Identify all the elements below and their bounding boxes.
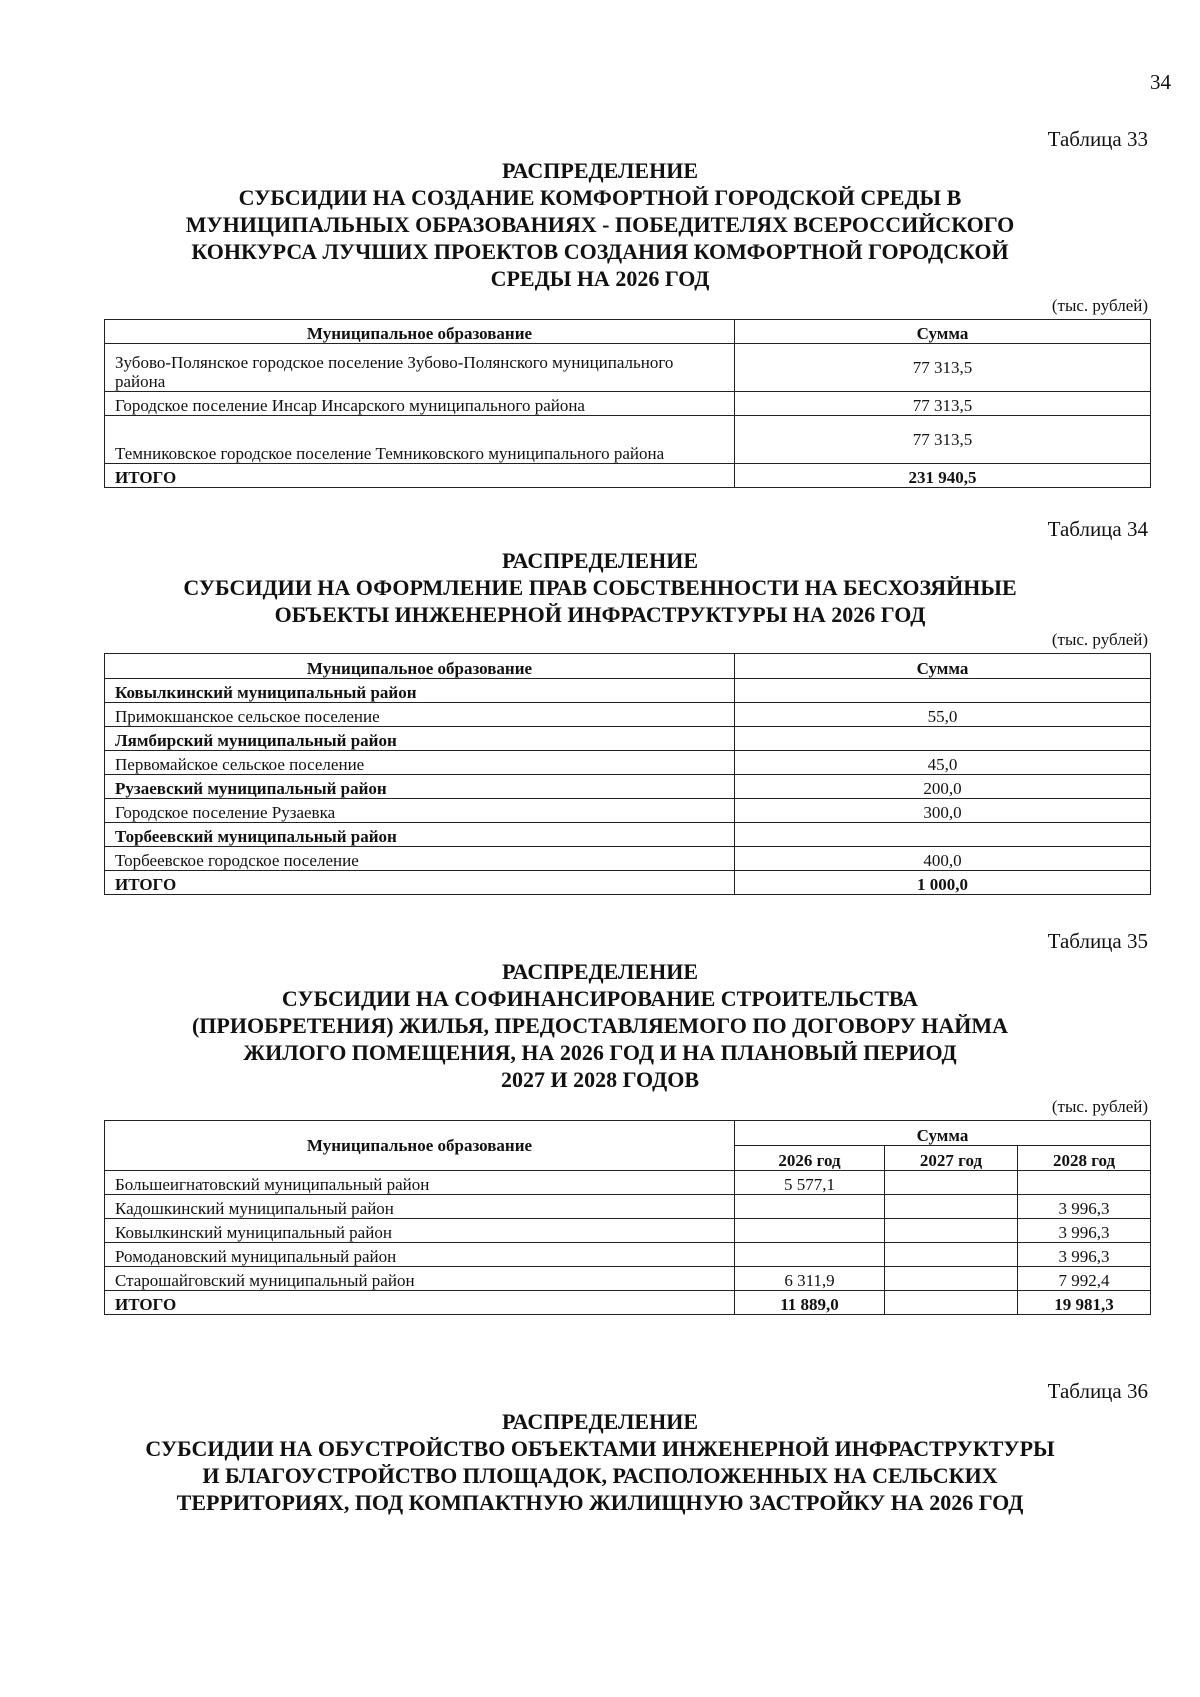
units-label: (тыс. рублей)	[1051, 296, 1148, 315]
column-header-2028: 2028 год	[1018, 1146, 1151, 1171]
title-line: СУБСИДИИ НА ОФОРМЛЕНИЕ ПРАВ СОБСТВЕННОСТИ НА БЕСХОЗЯЙНЫЕ	[183, 575, 1017, 600]
units-label: (тыс. рублей)	[1051, 630, 1148, 649]
table-row	[105, 775, 1151, 799]
column-header-sum: Сумма	[735, 320, 1151, 344]
title-line: И БЛАГОУСТРОЙСТВО ПЛОЩАДОК, РАСПОЛОЖЕННЫХ НА СЕЛЬСКИХ	[202, 1463, 998, 1488]
row-value-2026	[735, 1195, 885, 1219]
row-value-2026: 5 577,1	[735, 1171, 885, 1195]
row-value: 77 313,5	[735, 416, 1151, 464]
row-name: Лямбирский муниципальный район	[105, 727, 735, 751]
title-line: РАСПРЕДЕЛЕНИЕ	[501, 158, 698, 183]
column-header-name: Муниципальное образование	[105, 1121, 735, 1171]
row-value-2027	[885, 1267, 1018, 1291]
units-label: (тыс. рублей)	[1051, 1097, 1148, 1116]
row-name: Первомайское сельское поселение	[105, 751, 735, 775]
title-line: КОНКУРСА ЛУЧШИХ ПРОЕКТОВ СОЗДАНИЯ КОМФОРТНОЙ ГОРОДСКОЙ	[191, 239, 1009, 264]
row-value	[735, 679, 1151, 703]
table-total-row	[105, 464, 1151, 488]
row-name: Рузаевский муниципальный район	[105, 775, 735, 799]
title-line: СУБСИДИИ НА СОЗДАНИЕ КОМФОРТНОЙ ГОРОДСКОЙ СРЕДЫ В	[238, 185, 962, 210]
row-value-2028: 3 996,3	[1018, 1243, 1151, 1267]
row-value-2026: 6 311,9	[735, 1267, 885, 1291]
title-line: ОБЪЕКТЫ ИНЖЕНЕРНОЙ ИНФРАСТРУКТУРЫ НА 2026 ГОД	[274, 602, 926, 627]
row-name: Примокшанское сельское поселение	[105, 703, 735, 727]
table-row	[105, 1171, 1151, 1195]
total-value-2026: 11 889,0	[735, 1291, 885, 1315]
column-header-name: Муниципальное образование	[105, 320, 735, 344]
column-header-sum: Сумма	[735, 654, 1151, 679]
table-33-label: Таблица 33	[1047, 127, 1148, 151]
table-row	[105, 1243, 1151, 1267]
table-36-title	[100, 1408, 1100, 1516]
table-34-title	[150, 547, 1050, 628]
column-header-2027: 2027 год	[885, 1146, 1018, 1171]
row-name: Ковылкинский муниципальный район	[105, 679, 735, 703]
row-value: 400,0	[735, 847, 1151, 871]
row-name: Большеигнатовский муниципальный район	[105, 1171, 735, 1195]
row-value-2027	[885, 1195, 1018, 1219]
total-value-2028: 19 981,3	[1018, 1291, 1151, 1315]
row-value-2027	[885, 1219, 1018, 1243]
row-value-2027	[885, 1171, 1018, 1195]
row-value	[735, 823, 1151, 847]
row-name: Ковылкинский муниципальный район	[105, 1219, 735, 1243]
column-header-2026: 2026 год	[735, 1146, 885, 1171]
total-value: 231 940,5	[735, 464, 1151, 488]
table-36-label: Таблица 36	[1047, 1379, 1148, 1403]
total-label: ИТОГО	[105, 464, 735, 488]
title-line: 2027 И 2028 ГОДОВ	[501, 1067, 699, 1092]
row-name: Темниковское городское поселение Темниковского муниципального района	[105, 416, 735, 464]
title-line: СРЕДЫ НА 2026 ГОД	[490, 266, 710, 291]
title-line: ЖИЛОГО ПОМЕЩЕНИЯ, НА 2026 ГОД И НА ПЛАНОВЫЙ ПЕРИОД	[243, 1040, 957, 1065]
row-value-2026	[735, 1219, 885, 1243]
title-line: (ПРИОБРЕТЕНИЯ) ЖИЛЬЯ, ПРЕДОСТАВЛЯЕМОГО ПО ДОГОВОРУ НАЙМА	[191, 1013, 1008, 1038]
title-line: РАСПРЕДЕЛЕНИЕ	[501, 1409, 698, 1434]
row-name: Городское поселение Рузаевка	[105, 799, 735, 823]
row-value-2026	[735, 1243, 885, 1267]
table-row	[105, 703, 1151, 727]
page-number: 34	[1150, 70, 1171, 94]
table-header-row	[105, 1121, 1151, 1146]
table-row	[105, 1219, 1151, 1243]
row-name: Кадошкинский муниципальный район	[105, 1195, 735, 1219]
row-value-2028	[1018, 1171, 1151, 1195]
title-line: ТЕРРИТОРИЯХ, ПОД КОМПАКТНУЮ ЖИЛИЩНУЮ ЗАСТРОЙКУ НА 2026 ГОД	[176, 1490, 1024, 1515]
total-value-2027	[885, 1291, 1018, 1315]
title-line: РАСПРЕДЕЛЕНИЕ	[501, 548, 698, 573]
row-value-2027	[885, 1243, 1018, 1267]
row-value: 77 313,5	[735, 392, 1151, 416]
table-total-row	[105, 871, 1151, 895]
row-name: Городское поселение Инсар Инсарского муниципального района	[105, 392, 735, 416]
row-value: 300,0	[735, 799, 1151, 823]
row-value: 200,0	[735, 775, 1151, 799]
total-label: ИТОГО	[105, 1291, 735, 1315]
column-header-name: Муниципальное образование	[105, 654, 735, 679]
table-row	[105, 1267, 1151, 1291]
table-34-label: Таблица 34	[1047, 517, 1148, 541]
title-line: МУНИЦИПАЛЬНЫХ ОБРАЗОВАНИЯХ - ПОБЕДИТЕЛЯХ ВСЕРОССИЙСКОГО	[185, 212, 1015, 237]
title-line: СУБСИДИИ НА СОФИНАНСИРОВАНИЕ СТРОИТЕЛЬСТВА	[281, 986, 919, 1011]
table-35-label: Таблица 35	[1047, 929, 1148, 953]
table-header-row	[105, 320, 1151, 344]
row-value: 55,0	[735, 703, 1151, 727]
table-row	[105, 751, 1151, 775]
table-row	[105, 392, 1151, 416]
table-34	[104, 653, 1151, 895]
row-name: Торбеевское городское поселение	[105, 847, 735, 871]
table-row	[105, 799, 1151, 823]
row-value-2028: 3 996,3	[1018, 1195, 1151, 1219]
row-value	[735, 727, 1151, 751]
table-row	[105, 416, 1151, 464]
table-row	[105, 679, 1151, 703]
row-name: Ромодановский муниципальный район	[105, 1243, 735, 1267]
total-label: ИТОГО	[105, 871, 735, 895]
table-row	[105, 823, 1151, 847]
table-total-row	[105, 1291, 1151, 1315]
row-name: Торбеевский муниципальный район	[105, 823, 735, 847]
table-header-row	[105, 654, 1151, 679]
table-35	[104, 1120, 1151, 1315]
table-row	[105, 344, 1151, 392]
table-33-title	[150, 157, 1050, 292]
title-line: РАСПРЕДЕЛЕНИЕ	[501, 959, 698, 984]
table-row	[105, 1195, 1151, 1219]
title-line: СУБСИДИИ НА ОБУСТРОЙСТВО ОБЪЕКТАМИ ИНЖЕНЕРНОЙ ИНФРАСТРУКТУРЫ	[145, 1436, 1055, 1461]
row-name: Старошайговский муниципальный район	[105, 1267, 735, 1291]
row-name: Зубово-Полянское городское поселение Зубово-Полянского муниципального района	[105, 344, 735, 392]
table-33	[104, 319, 1151, 488]
total-value: 1 000,0	[735, 871, 1151, 895]
row-value: 45,0	[735, 751, 1151, 775]
column-header-sum: Сумма	[735, 1121, 1151, 1146]
row-value: 77 313,5	[735, 344, 1151, 392]
row-value-2028: 3 996,3	[1018, 1219, 1151, 1243]
row-value-2028: 7 992,4	[1018, 1267, 1151, 1291]
table-row	[105, 727, 1151, 751]
table-row	[105, 847, 1151, 871]
table-35-title	[150, 958, 1050, 1093]
